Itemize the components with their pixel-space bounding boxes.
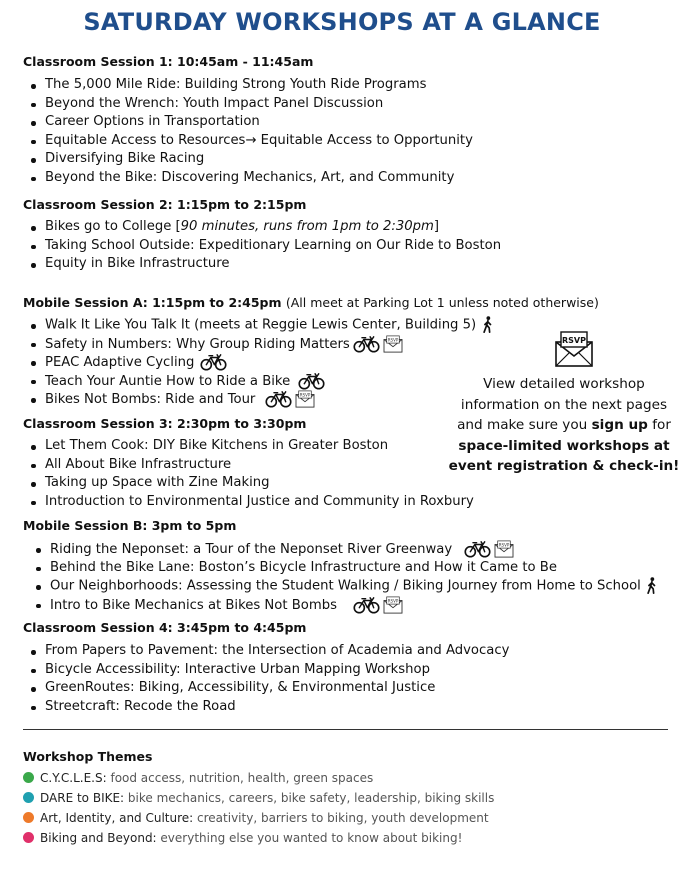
rsvp-callout (448, 374, 680, 477)
list-item: Introduction to Environmental Justice and Community in Roxbury (23, 493, 474, 512)
list-item: Beyond the Bike: Discovering Mechanics, Art, and Community (23, 169, 473, 188)
list-item: Taking School Outside: Expeditionary Learning on Our Ride to Boston (23, 237, 501, 256)
theme-dot (23, 792, 34, 803)
session-note: (All meet at Parking Lot 1 unless noted otherwise) (285, 295, 599, 310)
list-item: Equitable Access to Resources→ Equitable Access to Opportunity (23, 132, 473, 151)
rsvp-line: View detailed workshop (483, 376, 645, 392)
list-item: Safety in Numbers: Why Group Riding Matters (23, 335, 493, 354)
list-item: Taking up Space with Zine Making (23, 474, 474, 493)
rsvp-envelope-icon (383, 335, 403, 353)
bike-icon (265, 390, 292, 408)
list-item: Streetcraft: Recode the Road (23, 698, 509, 717)
rsvp-envelope-icon (494, 540, 514, 558)
divider (23, 729, 668, 730)
rsvp-line: information on the next pages (460, 396, 668, 413)
mobile-session-a-heading: Mobile Session A: 1:15pm to 2:45pm (All meet at Parking Lot 1 unless noted otherwise) (23, 295, 599, 310)
list-item: Bikes go to College [90 minutes, runs from 1pm to 2:30pm] (23, 218, 501, 237)
themes-title: Workshop Themes (23, 749, 153, 764)
session-1-heading: Classroom Session 1: 10:45am - 11:45am (23, 54, 314, 69)
list-item: Walk It Like You Talk It (meets at Reggie Lewis Center, Building 5) (23, 316, 493, 335)
session-1-list (23, 76, 473, 188)
theme-item: C.Y.C.L.E.S: food access, nutrition, health, green spaces (23, 771, 373, 785)
session-4-heading: Classroom Session 4: 3:45pm to 4:45pm (23, 620, 307, 635)
list-item: Let Them Cook: DIY Bike Kitchens in Greater Boston (23, 437, 474, 456)
session-2-list (23, 218, 501, 274)
session-2-heading: Classroom Session 2: 1:15pm to 2:15pm (23, 197, 307, 212)
bike-icon (353, 596, 380, 614)
session-3-heading: Classroom Session 3: 2:30pm to 3:30pm (23, 416, 307, 431)
bike-icon (353, 335, 380, 353)
list-item: Diversifying Bike Racing (23, 150, 473, 169)
list-item: All About Bike Infrastructure (23, 456, 474, 475)
list-item: Intro to Bike Mechanics at Bikes Not Bombs (28, 596, 657, 615)
list-item: Bicycle Accessibility: Interactive Urban Mapping Workshop (23, 661, 509, 680)
list-item: Bikes Not Bombs: Ride and Tour (23, 390, 493, 409)
theme-dot (23, 772, 34, 783)
list-item: Behind the Bike Lane: Boston’s Bicycle Infrastructure and How it Came to Be (28, 559, 657, 578)
rsvp-envelope-icon (295, 390, 315, 408)
theme-item: Art, Identity, and Culture: creativity, barriers to biking, youth development (23, 811, 489, 825)
list-item: Our Neighborhoods: Assessing the Student Walking / Biking Journey from Home to School (28, 577, 657, 596)
rsvp-icon-label: RSVP (562, 336, 586, 345)
list-item: Beyond the Wrench: Youth Impact Panel Discussion (23, 95, 473, 114)
bike-icon (464, 540, 491, 558)
bike-icon (298, 372, 325, 390)
rsvp-envelope-icon (383, 596, 403, 614)
rsvp-line: space-limited workshops at (458, 437, 670, 454)
walking-icon (482, 316, 493, 333)
list-item: Riding the Neponset: a Tour of the Neponset River Greenway (28, 540, 657, 559)
list-item: Career Options in Transportation (23, 113, 473, 132)
theme-dot (23, 832, 34, 843)
theme-item: Biking and Beyond: everything else you wanted to know about biking! (23, 831, 462, 845)
session-4-list (23, 642, 509, 716)
mobile-session-b-list (28, 540, 657, 614)
page-title: SATURDAY WORKSHOPS AT A GLANCE (83, 8, 601, 36)
list-item: Equity in Bike Infrastructure (23, 255, 501, 274)
theme-item: DARE to BIKE: bike mechanics, careers, bike safety, leadership, biking skills (23, 791, 494, 805)
session-3-list (23, 437, 474, 511)
mobile-session-b-heading: Mobile Session B: 3pm to 5pm (23, 518, 237, 533)
walking-icon (646, 577, 657, 594)
list-item: GreenRoutes: Biking, Accessibility, & Environmental Justice (23, 679, 509, 698)
theme-dot (23, 812, 34, 823)
list-item: PEAC Adaptive Cycling (23, 353, 493, 372)
mobile-session-a-list (23, 316, 493, 409)
rsvp-line: and make sure you sign up for (457, 417, 671, 433)
rsvp-line: event registration & check-in! (448, 458, 680, 474)
list-item: The 5,000 Mile Ride: Building Strong Youth Ride Programs (23, 76, 473, 95)
list-item: Teach Your Auntie How to Ride a Bike (23, 372, 493, 391)
list-item: From Papers to Pavement: the Intersection of Academia and Advocacy (23, 642, 509, 661)
rsvp-icon (554, 330, 594, 368)
bike-icon (200, 353, 227, 371)
